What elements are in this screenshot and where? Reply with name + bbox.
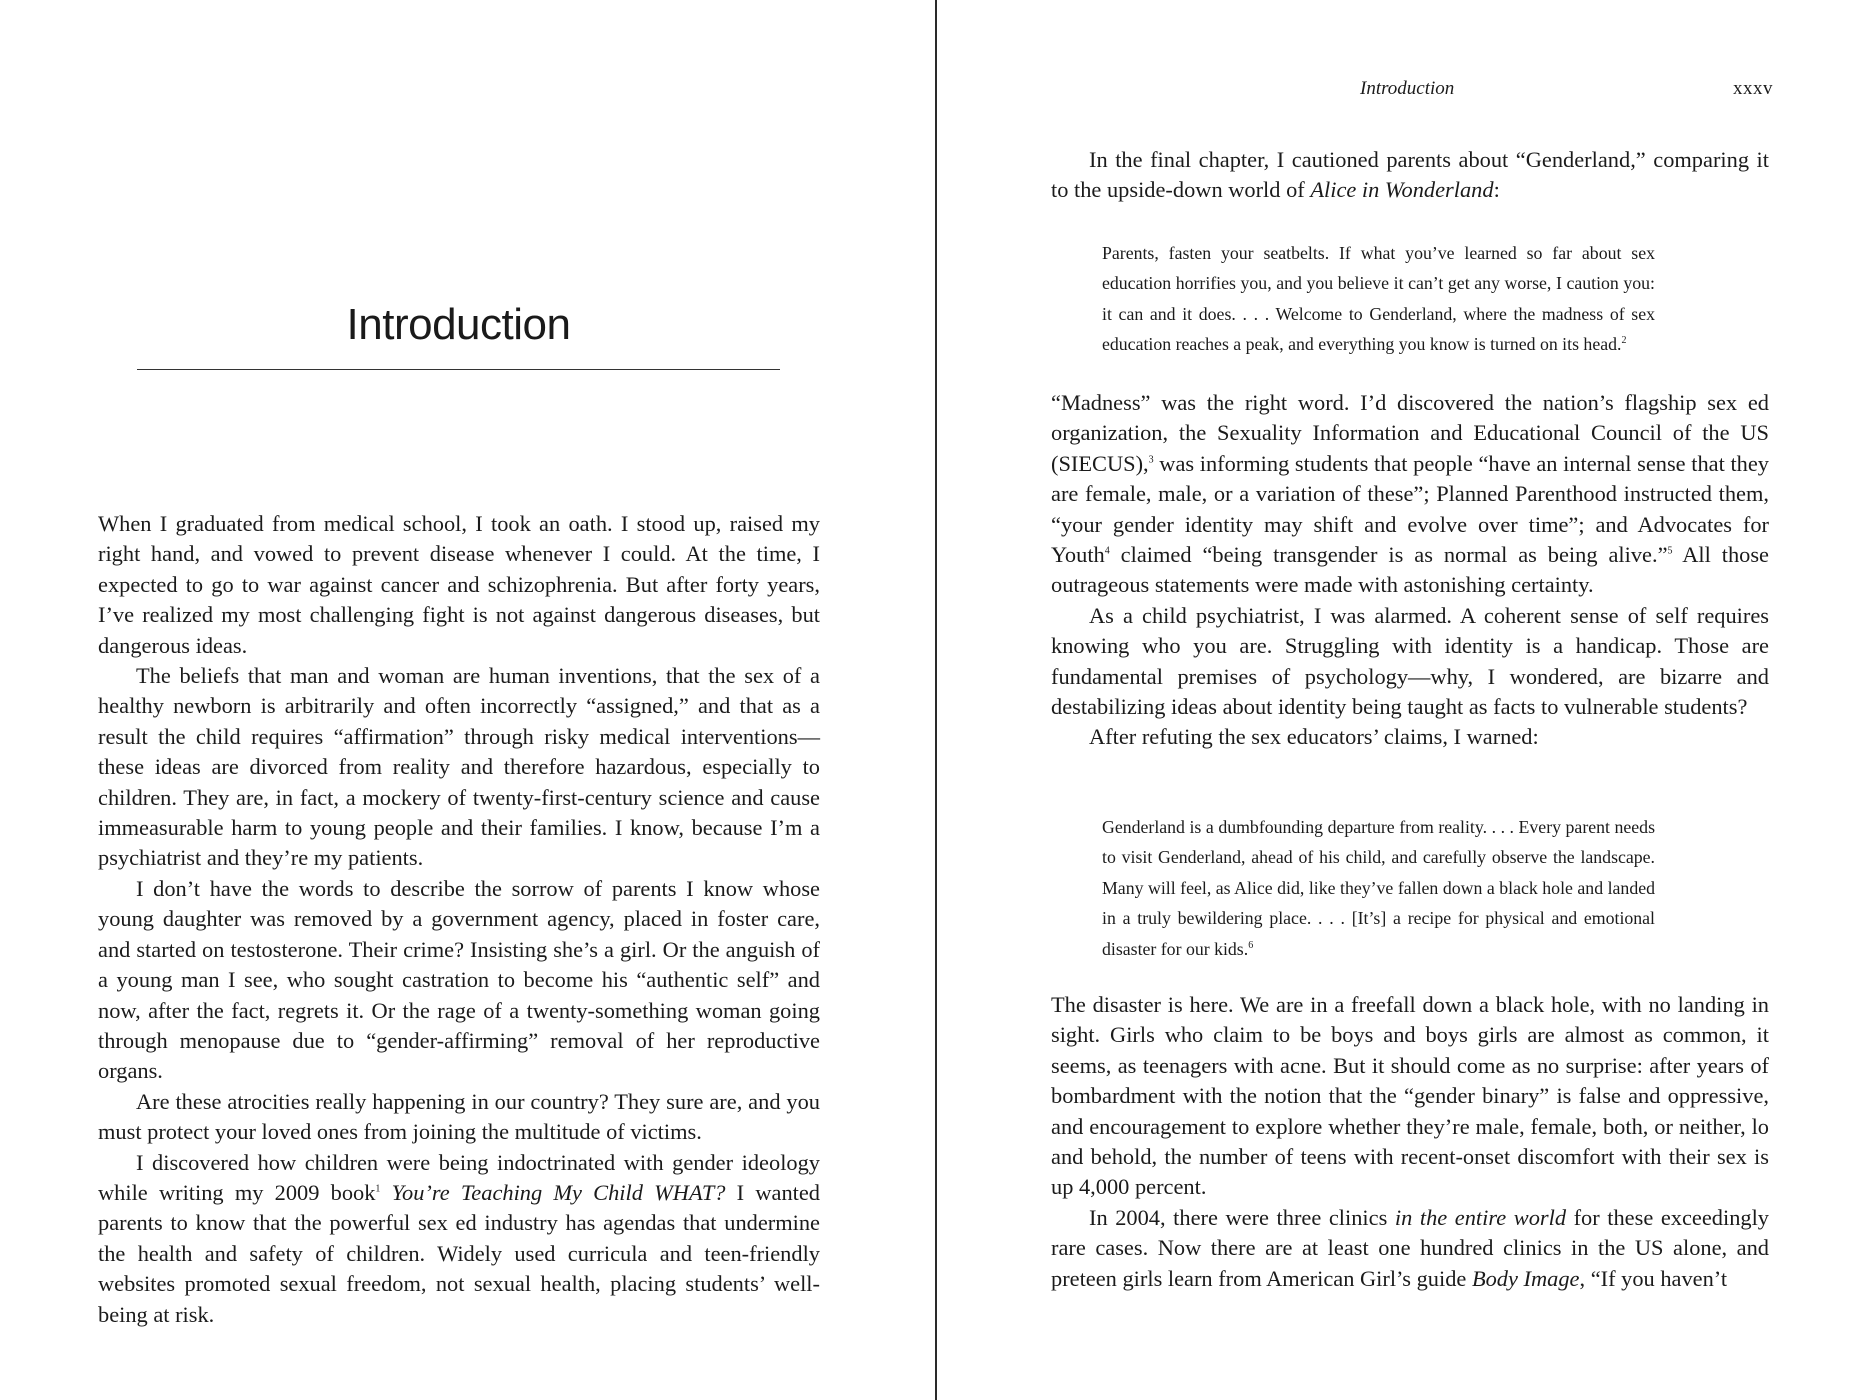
- footnote-ref: 2: [1621, 335, 1627, 347]
- footnote-ref: 6: [1248, 939, 1254, 951]
- paragraph-block: [1051, 145, 1769, 206]
- book-title: Body Image: [1471, 1265, 1580, 1291]
- text-run: I discovered how children were being indoctrinated with gender ideology while writing my 2009 book: [98, 1149, 820, 1205]
- block-quote: [1102, 812, 1655, 964]
- text-run: All those outrageous statements were made with astonishing certainty.: [1051, 542, 1770, 598]
- footnote-ref: 3: [1148, 454, 1154, 466]
- paragraph: The beliefs that man and woman are human inventions, that the sex of a healthy newborn is arbitrarily and often incorrectly “assigned,” and that as a result the child requires “affirmation” through risky medical interventions—these ideas are divorced from reality and therefore hazardous, especially to children. They are, in fact, a mockery of twenty-first-century science and cause immeasurable harm to young people and their families. I know, because I’m a psychiatrist and they’re my patients.: [98, 663, 820, 871]
- paragraph: When I graduated from medical school, I took an oath. I stood up, raised my right hand, and vowed to prevent disease whenever I could. At the time, I expected to go to war against cancer and schizophrenia. But after forty years, I’ve realized my most challenging fight is not against dangerous diseases, but dangerous ideas.: [98, 511, 820, 658]
- text-run: for these exceedingly rare cases. Now there are at least one hundred clinics in the US alone, and preteen girls learn from American Girl’s guide: [1051, 1204, 1769, 1291]
- footnote-ref: 1: [375, 1183, 381, 1195]
- text-run: :: [1493, 177, 1500, 203]
- title-rule: [137, 369, 780, 370]
- paragraph-block: [1051, 388, 1769, 753]
- paragraph: After refuting the sex educators’ claims, I warned:: [1089, 724, 1539, 750]
- footnote-ref: 4: [1104, 545, 1110, 557]
- quote-text: Parents, fasten your seatbelts. If what you’ve learned so far about sex education horrifies you, and you believe it can’t get any worse, I caution you: it can and it does. . . . Welcome to Genderland, where the madness of sex education reaches a peak, and everything you know is turned on its head.: [1102, 243, 1655, 355]
- text-run: I wanted parents to know that the powerful sex ed industry has agendas that undermine the health and safety of children. Widely used curricula and teen-friendly websites promoted sexual freedom, not sexual health, placing students’ well-being at risk.: [98, 1179, 820, 1327]
- paragraph: [1051, 145, 1769, 206]
- paragraph: I don’t have the words to describe the sorrow of parents I know whose young daughter was removed by a government agency, placed in foster care, and started on testosterone. Their crime? Insisting she’s a girl. Or the anguish of a young man I see, who sought castration to become his “authentic self” and now, after the fact, regrets it. Or the rage of a twenty-something woman going through menopause due to “gender-affirming” removal of her reproductive organs.: [98, 875, 820, 1084]
- paragraph: The disaster is here. We are in a freefall down a black hole, with no landing in sight. Girls who claim to be boys and boys girls are almost as common, it seems, as teenagers with acne. But it should come as no surprise: after years of bombardment with the notion that the “gender binary” is false and oppressive, and encouragement to explore whether they’re male, female, both, or neither, lo and behold, the number of teens with recent-onset discomfort with their sex is up 4,000 percent.: [1051, 992, 1769, 1200]
- left-body-text: [98, 509, 820, 1330]
- chapter-title: Introduction: [346, 300, 571, 349]
- paragraph-block: [1051, 990, 1769, 1294]
- text-run: “Madness” was the right word. I’d discovered the nation’s flagship sex ed organization, the Sexuality Information and Educational Council of the US (SIECUS),: [1051, 390, 1769, 476]
- book-title: Alice in Wonderland: [1310, 177, 1494, 203]
- block-quote: [1102, 238, 1655, 360]
- paragraph: [1051, 1203, 1769, 1294]
- page-gutter: [935, 0, 937, 1400]
- paragraph: [1051, 388, 1769, 601]
- right-page: [938, 0, 1866, 1400]
- text-run: claimed “being transgender is as normal as being alive.”: [1109, 542, 1668, 568]
- running-head: Introduction: [1360, 78, 1455, 99]
- paragraph: [98, 1148, 820, 1330]
- paragraph: Are these atrocities really happening in our country? They sure are, and you must protect your loved ones from joining the multitude of victims.: [98, 1088, 820, 1145]
- paragraph: As a child psychiatrist, I was alarmed. A coherent sense of self requires knowing who you are. Struggling with identity is a handicap. Those are fundamental premises of psychology—why, I wondered, are bizarre and destabilizing ideas about identity being taught as facts to vulnerable students?: [1051, 602, 1769, 720]
- book-title: You’re Teaching My Child WHAT?: [391, 1179, 726, 1205]
- text-run: In 2004, there were three clinics: [1089, 1204, 1395, 1230]
- emphasis: in the entire world: [1394, 1204, 1567, 1230]
- footnote-ref: 5: [1667, 545, 1673, 557]
- quote-text: Genderland is a dumbfounding departure from reality. . . . Every parent needs to visit Genderland, ahead of his child, and carefully observe the landscape. Many will feel, as Alice did, like they’ve fallen down a black hole and landed in a truly bewildering place. . . . [It’s] a recipe for physical and emotional disaster for our kids.: [1102, 817, 1655, 959]
- page-number: xxxv: [1733, 78, 1773, 99]
- text-run: was informing students that people “have an internal sense that they are female, male, or a variation of these”; Planned Parenthood instructed them, “your gender identity may shift and evolve over time”; and Advocates for Youth: [1051, 450, 1769, 568]
- text-run: , “If you haven’t: [1579, 1265, 1728, 1291]
- text-run: In the final chapter, I cautioned parents about “Genderland,” comparing it to the upside-down world of: [1051, 147, 1769, 203]
